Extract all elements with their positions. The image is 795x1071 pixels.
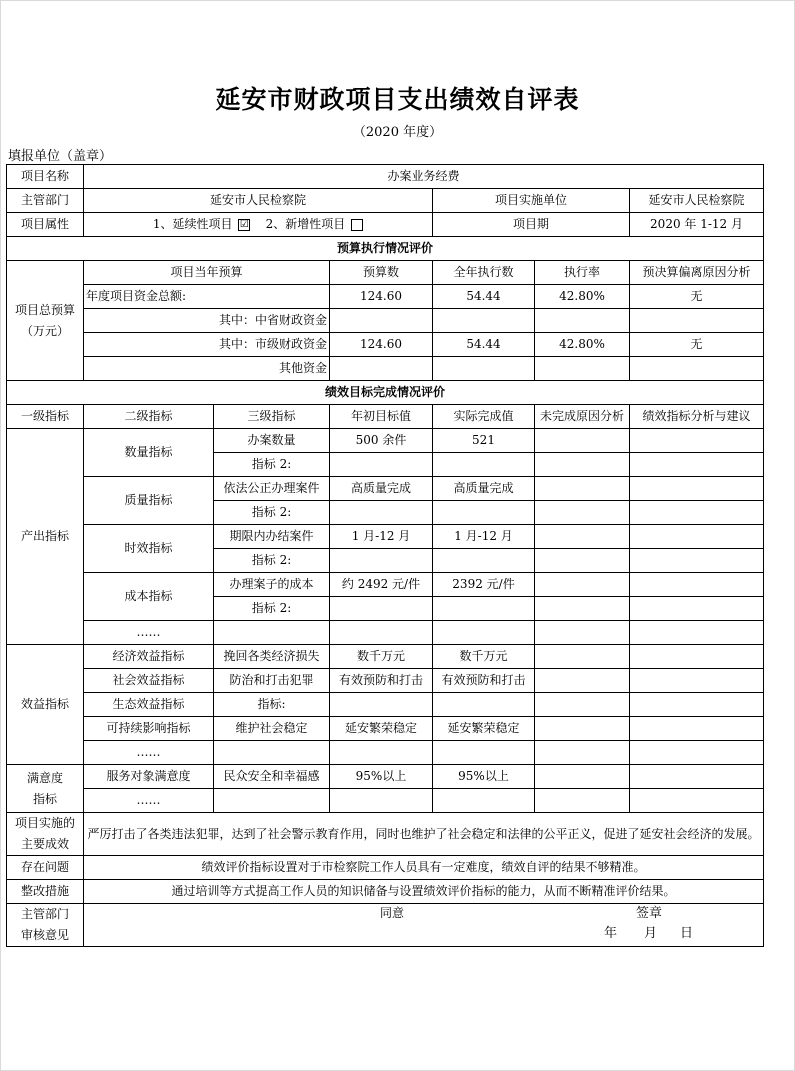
benefit-row — [7, 717, 764, 741]
indicator-cell — [630, 573, 764, 597]
output-indicator-label: 产出指标 — [7, 429, 84, 645]
cost-indicator-label: 成本指标 — [84, 573, 214, 621]
budget-header-cell: 预算数 — [330, 261, 433, 285]
indicator-cell — [535, 525, 630, 549]
budget-cell: 124.60 — [330, 285, 433, 309]
indicator-cell: 办理案子的成本 — [214, 573, 330, 597]
form-title: 延安市财政项目支出绩效自评表 — [215, 85, 580, 114]
indicator-cell — [330, 597, 433, 621]
budget-row — [7, 309, 764, 333]
indicator-cell — [214, 621, 330, 645]
continuing-checkbox[interactable]: ☑ — [239, 218, 249, 230]
reporting-unit-label: 填报单位（盖章） — [8, 149, 113, 164]
indicator-cell — [330, 693, 433, 717]
budget-cell: 124.60 — [330, 333, 433, 357]
indicator-cell: 指标 2: — [214, 549, 330, 573]
budget-header-cell: 预决算偏离原因分析 — [630, 261, 764, 285]
problem-text: 绩效评价指标设置对于市检察院工作人员具有一定难度，绩效自评的结果不够精准。 — [84, 856, 764, 880]
budget-header-cell: 执行率 — [535, 261, 630, 285]
indicator-cell — [330, 621, 433, 645]
budget-row-label: 其中：市级财政资金 — [84, 333, 330, 357]
indicator-cell — [535, 597, 630, 621]
budget-cell — [630, 357, 764, 381]
indicator-cell: 1 月-12 月 — [330, 525, 433, 549]
date-day-label: 日 — [680, 926, 694, 941]
output-row — [7, 477, 764, 501]
indicator-cell — [535, 789, 630, 813]
indicator-cell — [630, 429, 764, 453]
indicator-cell: 2392 元/件 — [433, 573, 535, 597]
performance-header-row — [7, 405, 764, 429]
indicator-cell — [630, 477, 764, 501]
indicator-cell: 社会效益指标 — [84, 669, 214, 693]
benefit-row — [7, 645, 764, 669]
indicator-cell — [630, 645, 764, 669]
quantity-indicator-label: 数量指标 — [84, 429, 214, 477]
budget-cell — [433, 357, 535, 381]
department-value: 延安市人民检察院 — [84, 189, 433, 213]
indicator-cell — [535, 717, 630, 741]
indicator-cell: 1 月-12 月 — [433, 525, 535, 549]
budget-row — [7, 333, 764, 357]
indicator-cell — [630, 717, 764, 741]
indicator-cell — [630, 453, 764, 477]
indicator-cell — [535, 501, 630, 525]
department-row — [7, 189, 764, 213]
budget-cell: 54.44 — [433, 333, 535, 357]
indicator-cell — [330, 453, 433, 477]
problem-row — [7, 856, 764, 880]
review-opinion: 同意 — [380, 906, 405, 920]
budget-cell: 42.80% — [535, 333, 630, 357]
project-name-row — [7, 165, 764, 189]
performance-header-cell: 年初目标值 — [330, 405, 433, 429]
satisfaction-row — [7, 765, 764, 789]
budget-cell — [630, 309, 764, 333]
ellipsis-cell: …… — [84, 741, 214, 765]
indicator-cell — [330, 741, 433, 765]
indicator-cell: 指标 2: — [214, 501, 330, 525]
indicator-cell: 生态效益指标 — [84, 693, 214, 717]
indicator-cell — [535, 693, 630, 717]
benefit-row — [7, 669, 764, 693]
indicator-cell — [433, 741, 535, 765]
period-label: 项目期 — [433, 213, 630, 237]
attribute-options — [84, 213, 433, 237]
indicator-cell: 有效预防和打击 — [433, 669, 535, 693]
benefit-row — [7, 693, 764, 717]
output-row — [7, 621, 764, 645]
budget-cell — [330, 357, 433, 381]
budget-cell: 无 — [630, 333, 764, 357]
budget-cell — [433, 309, 535, 333]
new-checkbox[interactable] — [351, 219, 363, 231]
budget-header-row — [7, 261, 764, 285]
indicator-cell — [630, 669, 764, 693]
ellipsis-cell: …… — [84, 621, 214, 645]
review-opinion-cell — [84, 904, 764, 947]
indicator-cell — [433, 693, 535, 717]
performance-header-cell: 一级指标 — [7, 405, 84, 429]
indicator-cell — [535, 477, 630, 501]
output-row — [7, 429, 764, 453]
indicator-cell — [630, 501, 764, 525]
indicator-cell — [535, 573, 630, 597]
indicator-cell — [630, 693, 764, 717]
new-option-label: 2、新增性项目 — [265, 217, 346, 231]
indicator-cell — [214, 789, 330, 813]
indicator-cell: 500 余件 — [330, 429, 433, 453]
performance-header-cell: 未完成原因分析 — [535, 405, 630, 429]
indicator-cell: 521 — [433, 429, 535, 453]
indicator-cell: 期限内办结案件 — [214, 525, 330, 549]
indicator-cell: 可持续影响指标 — [84, 717, 214, 741]
budget-cell — [330, 309, 433, 333]
indicator-cell — [630, 597, 764, 621]
indicator-cell: 数千万元 — [330, 645, 433, 669]
indicator-cell — [433, 789, 535, 813]
date-year-label: 年 — [604, 926, 618, 941]
satisfaction-indicator-label: 满意度 指标 — [7, 765, 84, 813]
indicator-cell — [330, 549, 433, 573]
indicator-cell — [330, 789, 433, 813]
indicator-cell: 延安繁荣稳定 — [433, 717, 535, 741]
attribute-label: 项目属性 — [7, 213, 84, 237]
satisfaction-row — [7, 789, 764, 813]
budget-header-cell: 项目当年预算 — [84, 261, 330, 285]
budget-header-cell: 全年执行数 — [433, 261, 535, 285]
project-name-value: 办案业务经费 — [84, 165, 764, 189]
period-value: 2020 年 1-12 月 — [630, 213, 764, 237]
output-row — [7, 525, 764, 549]
indicator-cell: 指标: — [214, 693, 330, 717]
implementing-unit-label: 项目实施单位 — [433, 189, 630, 213]
indicator-cell: 高质量完成 — [433, 477, 535, 501]
indicator-cell: 高质量完成 — [330, 477, 433, 501]
form-year: （2020 年度） — [352, 125, 443, 140]
indicator-cell: 民众安全和幸福感 — [214, 765, 330, 789]
indicator-cell — [535, 549, 630, 573]
performance-section-title: 绩效目标完成情况评价 — [7, 381, 764, 405]
indicator-cell — [535, 669, 630, 693]
benefit-indicator-label: 效益指标 — [7, 645, 84, 765]
indicator-cell: 数千万元 — [433, 645, 535, 669]
benefit-row — [7, 741, 764, 765]
budget-row-label: 其中：中省财政资金 — [84, 309, 330, 333]
indicator-cell — [630, 525, 764, 549]
indicator-cell — [214, 741, 330, 765]
indicator-cell — [535, 765, 630, 789]
implementing-unit-value: 延安市人民检察院 — [630, 189, 764, 213]
ellipsis-cell: …… — [84, 789, 214, 813]
project-name-label: 项目名称 — [7, 165, 84, 189]
indicator-cell: 有效预防和打击 — [330, 669, 433, 693]
indicator-cell — [433, 453, 535, 477]
indicator-cell — [535, 645, 630, 669]
timeliness-indicator-label: 时效指标 — [84, 525, 214, 573]
indicator-cell: 挽回各类经济损失 — [214, 645, 330, 669]
measure-label: 整改措施 — [7, 880, 84, 904]
indicator-cell: 指标 2: — [214, 597, 330, 621]
achievement-row — [7, 813, 764, 856]
measure-text: 通过培训等方式提高工作人员的知识储备与设置绩效评价指标的能力，从而不断精准评价结果。 — [84, 880, 764, 904]
budget-cell: 无 — [630, 285, 764, 309]
indicator-cell: 依法公正办理案件 — [214, 477, 330, 501]
budget-cell: 42.80% — [535, 285, 630, 309]
indicator-cell: 服务对象满意度 — [84, 765, 214, 789]
continuing-option-label: 1、延续性项目 — [152, 217, 233, 231]
achievement-text: 严厉打击了各类违法犯罪，达到了社会警示教育作用，同时也维护了社会稳定和法律的公平正义，促进了延安社会经济的发展。 — [84, 813, 764, 856]
budget-row — [7, 357, 764, 381]
indicator-cell — [535, 453, 630, 477]
indicator-cell — [330, 501, 433, 525]
indicator-cell: 经济效益指标 — [84, 645, 214, 669]
indicator-cell — [630, 789, 764, 813]
attribute-row — [7, 213, 764, 237]
budget-cell — [535, 309, 630, 333]
indicator-cell — [535, 429, 630, 453]
measure-row — [7, 880, 764, 904]
indicator-cell: 办案数量 — [214, 429, 330, 453]
achievement-label: 项目实施的 主要成效 — [7, 813, 84, 856]
indicator-cell: 95%以上 — [433, 765, 535, 789]
performance-header-cell: 实际完成值 — [433, 405, 535, 429]
problem-label: 存在问题 — [7, 856, 84, 880]
total-budget-label: 项目总预算 （万元） — [7, 261, 84, 381]
quality-indicator-label: 质量指标 — [84, 477, 214, 525]
indicator-cell — [433, 549, 535, 573]
budget-row — [7, 285, 764, 309]
budget-section-title: 预算执行情况评价 — [7, 237, 764, 261]
indicator-cell: 延安繁荣稳定 — [330, 717, 433, 741]
indicator-cell: 95%以上 — [330, 765, 433, 789]
indicator-cell: 指标 2: — [214, 453, 330, 477]
budget-row-label: 其他资金 — [84, 357, 330, 381]
indicator-cell — [433, 597, 535, 621]
review-label: 主管部门 审核意见 — [7, 904, 84, 947]
indicator-cell — [433, 501, 535, 525]
budget-cell: 54.44 — [433, 285, 535, 309]
review-row — [7, 904, 764, 947]
performance-header-cell: 二级指标 — [84, 405, 214, 429]
seal-label: 签章 — [636, 906, 663, 921]
date-month-label: 月 — [644, 926, 658, 941]
indicator-cell — [535, 621, 630, 645]
indicator-cell: 约 2492 元/件 — [330, 573, 433, 597]
performance-header-cell: 三级指标 — [214, 405, 330, 429]
output-row — [7, 573, 764, 597]
department-label: 主管部门 — [7, 189, 84, 213]
budget-cell — [535, 357, 630, 381]
performance-header-cell: 绩效指标分析与建议 — [630, 405, 764, 429]
indicator-cell — [630, 765, 764, 789]
budget-row-label: 年度项目资金总额: — [84, 285, 330, 309]
indicator-cell — [535, 741, 630, 765]
indicator-cell — [630, 621, 764, 645]
indicator-cell: 维护社会稳定 — [214, 717, 330, 741]
indicator-cell: 防治和打击犯罪 — [214, 669, 330, 693]
performance-section-row — [7, 381, 764, 405]
indicator-cell — [630, 741, 764, 765]
self-evaluation-table — [6, 164, 764, 947]
indicator-cell — [630, 549, 764, 573]
indicator-cell — [433, 621, 535, 645]
budget-section-row — [7, 237, 764, 261]
